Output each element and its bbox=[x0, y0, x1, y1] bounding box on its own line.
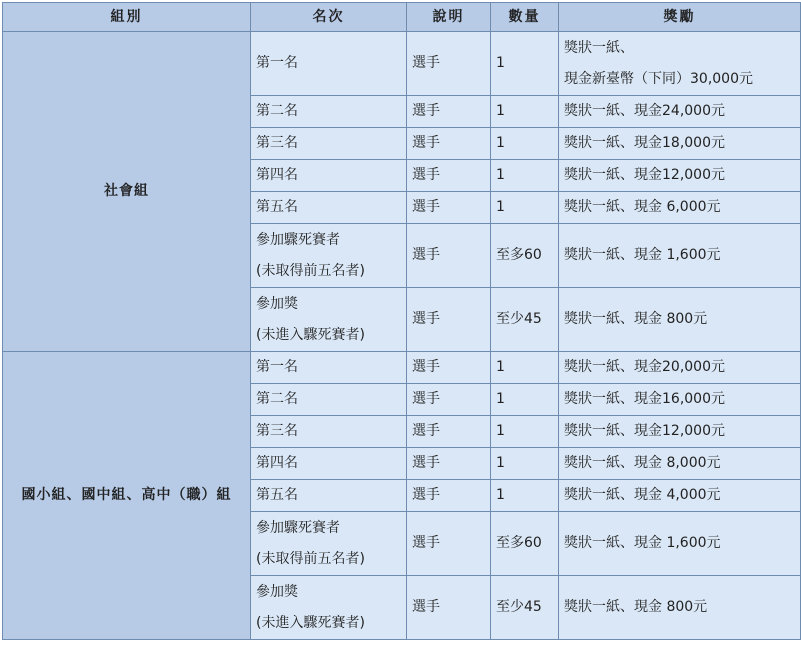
header-group: 組別 bbox=[3, 3, 251, 32]
prize-cell bbox=[559, 192, 801, 224]
rank-cell-line: (未進入驟死賽者) bbox=[256, 326, 365, 343]
rank-cell bbox=[251, 224, 407, 288]
prize-cell-line: 獎狀一紙、現金16,000元 bbox=[564, 391, 725, 407]
quantity-cell: 1 bbox=[491, 416, 559, 448]
table-row bbox=[3, 352, 801, 384]
prize-cell bbox=[559, 32, 801, 96]
quantity-cell: 1 bbox=[491, 384, 559, 416]
rank-cell-line: (未取得前五名者) bbox=[256, 262, 365, 279]
prize-cell-line: 獎狀一紙、現金 6,000元 bbox=[564, 199, 721, 215]
description-cell: 選手 bbox=[407, 384, 491, 416]
quantity-cell: 1 bbox=[491, 192, 559, 224]
prize-cell-line: 現金新臺幣（下同）30,000元 bbox=[564, 70, 753, 87]
prize-cell bbox=[559, 448, 801, 480]
table-body bbox=[3, 32, 801, 640]
description-cell: 選手 bbox=[407, 128, 491, 160]
prize-cell bbox=[559, 480, 801, 512]
description-cell: 選手 bbox=[407, 576, 491, 640]
quantity-cell: 1 bbox=[491, 96, 559, 128]
prize-cell-line: 獎狀一紙、現金20,000元 bbox=[564, 359, 725, 375]
prize-cell-line: 獎狀一紙、現金 800元 bbox=[564, 599, 708, 615]
awards-table bbox=[2, 2, 801, 640]
table-row bbox=[3, 32, 801, 96]
rank-cell: 第四名 bbox=[251, 448, 407, 480]
prize-cell-line: 獎狀一紙、現金 1,600元 bbox=[564, 535, 721, 551]
prize-cell bbox=[559, 96, 801, 128]
prize-cell-line: 獎狀一紙、現金 4,000元 bbox=[564, 487, 721, 503]
quantity-cell: 1 bbox=[491, 448, 559, 480]
rank-cell bbox=[251, 288, 407, 352]
quantity-cell: 至多60 bbox=[491, 224, 559, 288]
rank-cell-line: 參加驟死賽者 bbox=[256, 519, 340, 536]
prize-cell bbox=[559, 384, 801, 416]
description-cell: 選手 bbox=[407, 160, 491, 192]
description-cell: 選手 bbox=[407, 352, 491, 384]
prize-cell bbox=[559, 576, 801, 640]
prize-cell-line: 獎狀一紙、現金 1,600元 bbox=[564, 247, 721, 263]
group-name-cell: 社會組 bbox=[3, 32, 251, 352]
rank-cell-line: (未進入驟死賽者) bbox=[256, 614, 365, 631]
header-prize: 獎勵 bbox=[559, 3, 801, 32]
prize-cell bbox=[559, 224, 801, 288]
rank-cell-line: 參加獎 bbox=[256, 295, 298, 312]
prize-cell bbox=[559, 352, 801, 384]
description-cell: 選手 bbox=[407, 448, 491, 480]
quantity-cell: 至多60 bbox=[491, 512, 559, 576]
prize-cell bbox=[559, 416, 801, 448]
rank-cell: 第三名 bbox=[251, 128, 407, 160]
rank-cell bbox=[251, 512, 407, 576]
description-cell: 選手 bbox=[407, 480, 491, 512]
rank-cell: 第三名 bbox=[251, 416, 407, 448]
header-quantity: 數量 bbox=[491, 3, 559, 32]
description-cell: 選手 bbox=[407, 32, 491, 96]
quantity-cell: 至少45 bbox=[491, 288, 559, 352]
prize-cell bbox=[559, 128, 801, 160]
header-row bbox=[3, 3, 801, 32]
prize-cell-line: 獎狀一紙、現金 8,000元 bbox=[564, 455, 721, 471]
rank-cell: 第二名 bbox=[251, 384, 407, 416]
prize-cell-line: 獎狀一紙、現金18,000元 bbox=[564, 135, 725, 151]
rank-cell bbox=[251, 576, 407, 640]
prize-cell-line: 獎狀一紙、現金12,000元 bbox=[564, 167, 725, 183]
rank-cell: 第五名 bbox=[251, 480, 407, 512]
prize-cell bbox=[559, 160, 801, 192]
quantity-cell: 1 bbox=[491, 32, 559, 96]
description-cell: 選手 bbox=[407, 416, 491, 448]
description-cell: 選手 bbox=[407, 288, 491, 352]
rank-cell: 第一名 bbox=[251, 32, 407, 96]
quantity-cell: 1 bbox=[491, 128, 559, 160]
prize-cell bbox=[559, 288, 801, 352]
quantity-cell: 1 bbox=[491, 480, 559, 512]
prize-cell bbox=[559, 512, 801, 576]
prize-cell-line: 獎狀一紙、現金12,000元 bbox=[564, 423, 725, 439]
description-cell: 選手 bbox=[407, 224, 491, 288]
rank-cell-line: 參加驟死賽者 bbox=[256, 231, 340, 248]
group-name-cell: 國小組、國中組、高中（職）組 bbox=[3, 352, 251, 640]
rank-cell: 第四名 bbox=[251, 160, 407, 192]
prize-cell-line: 獎狀一紙、現金24,000元 bbox=[564, 103, 725, 119]
quantity-cell: 至少45 bbox=[491, 576, 559, 640]
rank-cell: 第一名 bbox=[251, 352, 407, 384]
rank-cell-line: 參加獎 bbox=[256, 583, 298, 600]
header-description: 說明 bbox=[407, 3, 491, 32]
rank-cell-line: (未取得前五名者) bbox=[256, 550, 365, 567]
description-cell: 選手 bbox=[407, 96, 491, 128]
quantity-cell: 1 bbox=[491, 160, 559, 192]
prize-cell-line: 獎狀一紙、 bbox=[564, 39, 634, 56]
quantity-cell: 1 bbox=[491, 352, 559, 384]
description-cell: 選手 bbox=[407, 192, 491, 224]
rank-cell: 第二名 bbox=[251, 96, 407, 128]
rank-cell: 第五名 bbox=[251, 192, 407, 224]
description-cell: 選手 bbox=[407, 512, 491, 576]
header-rank: 名次 bbox=[251, 3, 407, 32]
prize-cell-line: 獎狀一紙、現金 800元 bbox=[564, 311, 708, 327]
